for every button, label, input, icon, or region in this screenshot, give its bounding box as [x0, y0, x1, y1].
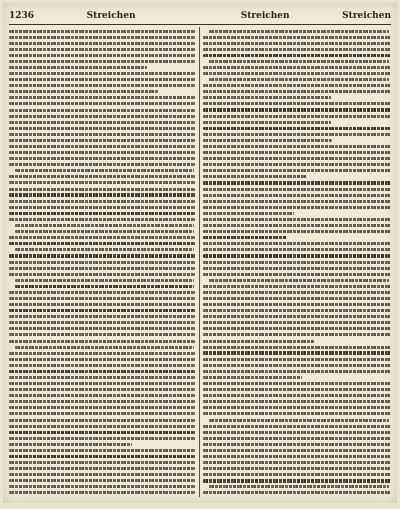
illegible-text [203, 437, 391, 440]
illegible-text [9, 96, 195, 99]
illegible-text [9, 151, 195, 154]
illegible-text [15, 285, 194, 288]
illegible-text [203, 108, 391, 111]
page-number: 1236 [9, 11, 35, 21]
illegible-text [9, 102, 195, 105]
illegible-text [9, 309, 195, 312]
illegible-text [9, 139, 195, 142]
illegible-text [203, 200, 391, 203]
illegible-text [203, 406, 391, 409]
illegible-text [203, 461, 391, 464]
illegible-text [203, 388, 391, 391]
illegible-text [9, 352, 195, 355]
illegible-text [9, 218, 195, 221]
illegible-text [9, 491, 195, 494]
illegible-text [9, 358, 195, 361]
illegible-text [203, 36, 391, 39]
illegible-text [9, 443, 132, 446]
illegible-text [9, 145, 195, 148]
illegible-text [9, 370, 195, 373]
illegible-text [9, 461, 195, 464]
illegible-text [9, 254, 195, 257]
illegible-text [9, 236, 195, 239]
illegible-text [9, 163, 195, 166]
illegible-text [203, 358, 391, 361]
illegible-text [9, 394, 195, 397]
illegible-text [203, 315, 391, 318]
illegible-text [203, 297, 391, 300]
illegible-text [203, 412, 391, 415]
illegible-text [9, 175, 195, 178]
illegible-text [203, 309, 391, 312]
illegible-text [203, 382, 391, 385]
illegible-text [15, 230, 194, 233]
illegible-text [203, 48, 391, 51]
illegible-text [203, 479, 391, 482]
illegible-text [9, 42, 195, 45]
illegible-text [9, 212, 195, 215]
illegible-text [203, 102, 391, 105]
illegible-text [203, 394, 391, 397]
illegible-text [9, 273, 195, 276]
illegible-text [203, 127, 391, 130]
illegible-text [9, 419, 195, 422]
illegible-text [15, 248, 194, 251]
text-column-left [9, 28, 195, 497]
illegible-text [9, 473, 195, 476]
illegible-text [9, 425, 195, 428]
illegible-text [203, 236, 287, 239]
illegible-text [203, 467, 391, 470]
page-header [9, 9, 391, 23]
illegible-text [209, 485, 389, 488]
illegible-text [203, 340, 314, 343]
illegible-text [9, 267, 195, 270]
illegible-text [203, 327, 391, 330]
illegible-text [203, 449, 391, 452]
illegible-text [15, 224, 194, 227]
illegible-text [9, 157, 195, 160]
illegible-text [203, 473, 391, 476]
illegible-text [203, 72, 391, 75]
illegible-text [203, 212, 294, 215]
illegible-text [203, 175, 307, 178]
illegible-text [203, 157, 391, 160]
illegible-text [9, 303, 195, 306]
illegible-text [203, 285, 391, 288]
illegible-text [9, 84, 195, 87]
illegible-text [9, 121, 195, 124]
illegible-text [209, 78, 389, 81]
illegible-text [203, 431, 391, 434]
illegible-text [9, 388, 195, 391]
illegible-text [9, 297, 195, 300]
illegible-text [203, 242, 391, 245]
illegible-text [203, 188, 391, 191]
illegible-text [9, 181, 195, 184]
illegible-text [9, 242, 195, 245]
illegible-text [9, 206, 195, 209]
illegible-text [203, 267, 391, 270]
illegible-text [203, 115, 391, 118]
illegible-text [9, 60, 195, 63]
illegible-text [9, 72, 195, 75]
illegible-text [9, 431, 195, 434]
illegible-text [203, 121, 331, 124]
illegible-text [9, 188, 195, 191]
illegible-text [203, 54, 391, 57]
illegible-text [9, 54, 195, 57]
illegible-text [9, 340, 195, 343]
illegible-text [203, 346, 391, 349]
illegible-text [203, 443, 391, 446]
illegible-text [203, 133, 391, 136]
illegible-text [203, 169, 391, 172]
illegible-text [203, 139, 332, 142]
illegible-text [9, 321, 195, 324]
illegible-text [9, 78, 195, 81]
illegible-text [9, 90, 158, 93]
illegible-text [203, 224, 391, 227]
illegible-text [203, 261, 391, 264]
illegible-text [9, 315, 195, 318]
illegible-text [9, 400, 195, 403]
illegible-text [9, 261, 195, 264]
text-column-right [203, 28, 391, 497]
illegible-text [203, 455, 391, 458]
illegible-text [9, 376, 195, 379]
illegible-text [9, 30, 195, 33]
illegible-text [203, 376, 302, 379]
illegible-text [209, 279, 389, 282]
illegible-text [209, 30, 389, 33]
illegible-text [203, 230, 391, 233]
illegible-text [203, 163, 391, 166]
illegible-text [9, 109, 195, 112]
illegible-text [9, 200, 195, 203]
illegible-text [203, 248, 391, 251]
illegible-text [203, 194, 391, 197]
column-divider [199, 27, 200, 497]
illegible-text [9, 133, 195, 136]
illegible-text [9, 467, 195, 470]
illegible-text [9, 412, 195, 415]
illegible-text [9, 406, 195, 409]
illegible-text [203, 206, 391, 209]
illegible-text [9, 449, 195, 452]
illegible-text [9, 66, 147, 69]
illegible-text [203, 321, 391, 324]
illegible-text [9, 455, 195, 458]
illegible-text [209, 419, 389, 422]
illegible-text [203, 218, 391, 221]
illegible-text [203, 84, 391, 87]
illegible-text [203, 96, 331, 99]
text-line [203, 490, 391, 496]
running-head-center: Streichen [240, 11, 290, 21]
text-line [9, 490, 195, 496]
illegible-text [203, 151, 391, 154]
illegible-text [15, 169, 194, 172]
illegible-text [203, 291, 391, 294]
illegible-text [9, 36, 195, 39]
illegible-text [209, 60, 389, 63]
illegible-text [9, 127, 195, 130]
column-lines [9, 28, 195, 496]
illegible-text [203, 181, 391, 184]
illegible-text [9, 382, 195, 385]
illegible-text [9, 333, 195, 336]
illegible-text [203, 333, 391, 336]
illegible-text [203, 425, 391, 428]
illegible-text [9, 193, 195, 196]
illegible-text [15, 346, 194, 349]
illegible-text [9, 364, 195, 367]
illegible-text [9, 479, 195, 482]
illegible-text [9, 485, 195, 488]
illegible-text [203, 145, 391, 148]
illegible-text [203, 491, 391, 494]
illegible-text [9, 437, 195, 440]
dictionary-page [3, 3, 397, 503]
illegible-text [203, 351, 391, 354]
illegible-text [9, 291, 195, 294]
illegible-text [203, 364, 391, 367]
illegible-text [203, 273, 391, 276]
illegible-text [9, 115, 195, 118]
illegible-text [203, 42, 391, 45]
illegible-text [203, 254, 391, 257]
illegible-text [203, 370, 391, 373]
illegible-text [203, 400, 391, 403]
illegible-text [15, 279, 194, 282]
running-head-right: Streichen [342, 11, 391, 21]
illegible-text [203, 66, 391, 69]
illegible-text [9, 48, 195, 51]
column-lines [203, 28, 391, 496]
illegible-text [203, 303, 391, 306]
illegible-text [9, 327, 195, 330]
illegible-text [203, 90, 391, 93]
header-rule [9, 24, 391, 25]
running-head-left: Streichen [86, 11, 136, 21]
